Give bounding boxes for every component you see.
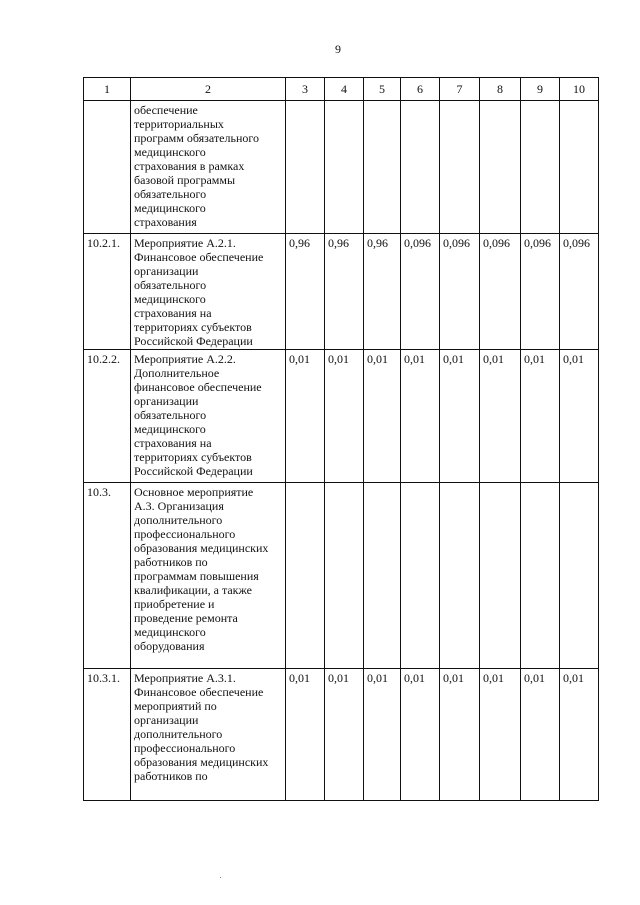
page-number: 9 bbox=[335, 42, 341, 56]
table-row bbox=[84, 350, 599, 483]
row-value: 0,01 bbox=[325, 350, 364, 483]
row-value: 0,01 bbox=[286, 350, 325, 483]
column-header: 8 bbox=[480, 78, 521, 101]
row-value bbox=[521, 101, 560, 234]
row-value: 0,01 bbox=[521, 669, 560, 801]
row-value: 0,01 bbox=[440, 350, 480, 483]
row-value: 0,01 bbox=[401, 669, 440, 801]
row-value: 0,01 bbox=[364, 350, 401, 483]
row-value: 0,01 bbox=[480, 669, 521, 801]
row-value bbox=[521, 483, 560, 669]
row-value: 0,096 bbox=[440, 234, 480, 350]
row-label: обеспечение территориальных программ обязательного медицинского страхования в рамках базовой программы обязательного медицинского страхования bbox=[131, 101, 286, 234]
column-header: 7 bbox=[440, 78, 480, 101]
row-label: Мероприятие А.3.1. Финансовое обеспечение мероприятий по организации дополнительного профессионального образования медицинских работников по bbox=[131, 669, 286, 801]
column-header: 3 bbox=[286, 78, 325, 101]
row-value bbox=[480, 483, 521, 669]
data-table bbox=[83, 77, 599, 801]
row-code: 10.2.2. bbox=[84, 350, 131, 483]
row-value: 0,01 bbox=[480, 350, 521, 483]
row-value: 0,01 bbox=[364, 669, 401, 801]
column-header: 2 bbox=[131, 78, 286, 101]
table-row bbox=[84, 483, 599, 669]
row-value: 0,01 bbox=[560, 350, 599, 483]
row-value: 0,96 bbox=[325, 234, 364, 350]
row-value bbox=[286, 483, 325, 669]
table-row bbox=[84, 234, 599, 350]
row-label: Основное мероприятие А.3. Организация дополнительного профессионального образования медицинских работников по программам повышения квалификации, а также приобретение и проведение ремонта медицинского оборудования bbox=[131, 483, 286, 669]
table-row bbox=[84, 669, 599, 801]
row-value bbox=[480, 101, 521, 234]
column-header: 5 bbox=[364, 78, 401, 101]
row-value: 0,096 bbox=[521, 234, 560, 350]
row-value bbox=[401, 101, 440, 234]
column-header: 9 bbox=[521, 78, 560, 101]
row-value: 0,096 bbox=[401, 234, 440, 350]
column-header: 6 bbox=[401, 78, 440, 101]
column-header: 10 bbox=[560, 78, 599, 101]
row-value bbox=[364, 483, 401, 669]
row-code: 10.3.1. bbox=[84, 669, 131, 801]
row-value: 0,01 bbox=[401, 350, 440, 483]
column-header: 1 bbox=[84, 78, 131, 101]
row-value bbox=[325, 483, 364, 669]
scan-speck bbox=[220, 877, 221, 878]
table-row bbox=[84, 101, 599, 234]
row-value bbox=[560, 101, 599, 234]
row-value: 0,01 bbox=[521, 350, 560, 483]
row-value bbox=[364, 101, 401, 234]
row-label: Мероприятие А.2.1. Финансовое обеспечение организации обязательного медицинского страхования на территориях субъектов Российской Федерации bbox=[131, 234, 286, 350]
row-value: 0,01 bbox=[560, 669, 599, 801]
row-value bbox=[325, 101, 364, 234]
row-code: 10.2.1. bbox=[84, 234, 131, 350]
row-code: 10.3. bbox=[84, 483, 131, 669]
row-value bbox=[440, 483, 480, 669]
row-label: Мероприятие А.2.2. Дополнительное финансовое обеспечение организации обязательного медицинского страхования на территориях субъектов Российской Федерации bbox=[131, 350, 286, 483]
row-value: 0,01 bbox=[325, 669, 364, 801]
row-value: 0,01 bbox=[440, 669, 480, 801]
row-value: 0,96 bbox=[286, 234, 325, 350]
row-value bbox=[401, 483, 440, 669]
row-value: 0,96 bbox=[364, 234, 401, 350]
row-code bbox=[84, 101, 131, 234]
row-value bbox=[440, 101, 480, 234]
row-value: 0,096 bbox=[480, 234, 521, 350]
row-value: 0,01 bbox=[286, 669, 325, 801]
row-value bbox=[560, 483, 599, 669]
column-header: 4 bbox=[325, 78, 364, 101]
row-value bbox=[286, 101, 325, 234]
row-value: 0,096 bbox=[560, 234, 599, 350]
table-header-row bbox=[84, 78, 599, 101]
